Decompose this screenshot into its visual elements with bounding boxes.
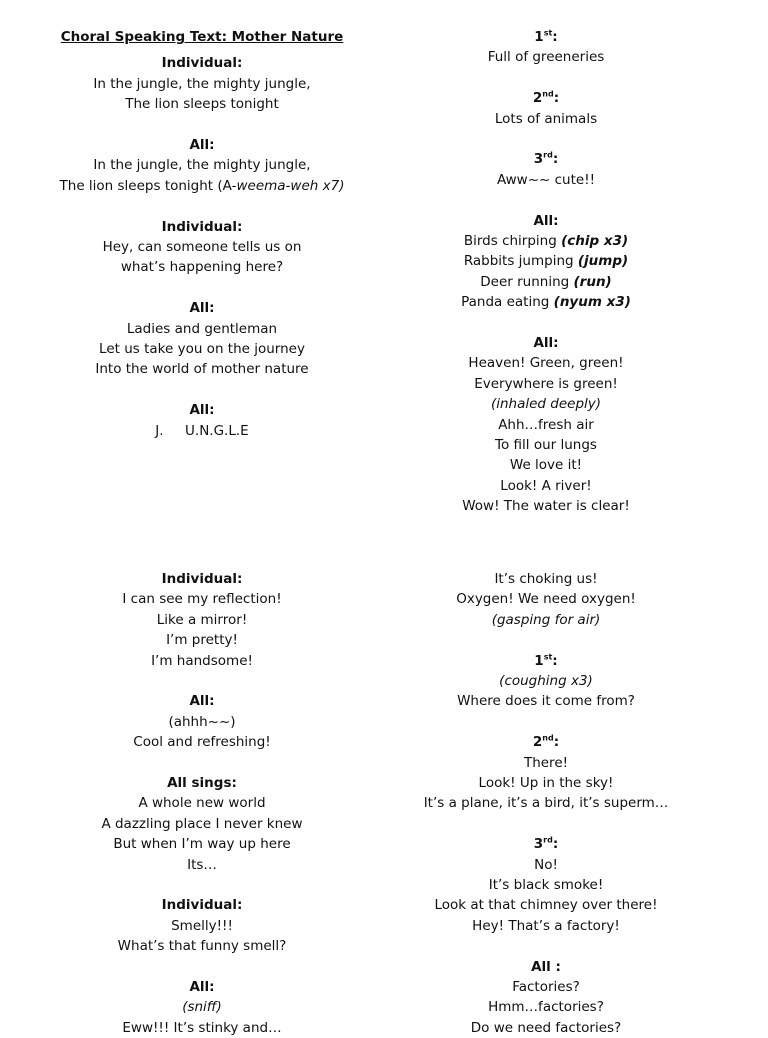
verse-text: Birds chirping — [463, 233, 562, 250]
verse-all-5 — [10, 977, 394, 1038]
verse-line: In the jungle, the mighty jungle, — [93, 75, 311, 92]
verse-first-2 — [354, 651, 738, 712]
verse-individual-2 — [10, 217, 394, 278]
stage-cue: (jump) — [577, 253, 629, 270]
verse-line: Factories? — [512, 979, 580, 996]
verse-line: Look! A river! — [500, 477, 592, 494]
verse-line: In the jungle, the mighty jungle, — [93, 157, 311, 174]
verse-all-4 — [10, 691, 394, 752]
verse-line: Into the world of mother nature — [95, 361, 309, 378]
speaker-colon: : — [552, 652, 558, 669]
speaker-label: All: — [189, 137, 215, 154]
column-right-top — [354, 27, 738, 517]
verse-all-sings — [10, 773, 394, 875]
stage-cue: (nyum x3) — [553, 294, 631, 311]
verse-line-mixed — [354, 292, 738, 312]
verse-line: The lion sleeps tonight — [125, 96, 279, 113]
verse-text: Panda eating — [461, 294, 554, 311]
speaker-number: 1 — [534, 29, 544, 45]
verse-line-mixed — [354, 272, 738, 292]
speaker-label — [354, 149, 738, 169]
verse-line: Heaven! Green, green! — [468, 355, 624, 372]
verse-all-2 — [10, 298, 394, 380]
ordinal-suffix: st — [543, 28, 553, 38]
verse-line: (ahhh~~) — [168, 713, 236, 730]
verse-line: I’m handsome! — [151, 652, 253, 669]
verse-second-2 — [354, 732, 738, 814]
verse-all-3 — [10, 400, 394, 441]
ordinal-suffix: rd — [543, 150, 553, 160]
stage-cue: (inhaled deeply) — [490, 396, 602, 413]
stage-cue: (sniff) — [182, 999, 222, 1016]
verse-line: Wow! The water is clear! — [462, 498, 630, 515]
verse-first — [354, 27, 738, 68]
verse-individual-1 — [10, 53, 394, 114]
verse-third — [354, 149, 738, 190]
verse-second — [354, 88, 738, 129]
verse-line: Look at that chimney over there! — [434, 897, 658, 914]
document-title: Choral Speaking Text: Mother Nature — [60, 29, 344, 45]
verse-line: It’s black smoke! — [488, 877, 604, 894]
column-right-bottom — [354, 569, 738, 1038]
speaker-label — [354, 651, 738, 671]
speaker-label: All: — [533, 335, 559, 352]
verse-line: But when I’m way up here — [113, 836, 291, 853]
stage-cue: (coughing x3) — [499, 673, 593, 690]
speaker-number: 2 — [532, 734, 543, 751]
verse-text: The lion sleeps tonight (A- — [59, 177, 237, 194]
verse-line: It’s choking us! — [494, 571, 598, 587]
verse-all-heaven — [354, 333, 738, 517]
speaker-label: All sings: — [167, 775, 237, 792]
verse-line: There! — [523, 754, 569, 771]
stage-cue: weema-weh x7) — [236, 177, 345, 194]
speaker-label: Individual: — [161, 897, 243, 914]
stage-cue: (chip x3) — [561, 233, 629, 250]
speaker-number: 3 — [533, 151, 544, 168]
verse-individual-4 — [10, 895, 394, 956]
ordinal-suffix: nd — [542, 733, 554, 743]
verse-line: Hey, can someone tells us on — [102, 239, 302, 256]
verse-line: J. U.N.G.L.E — [155, 422, 249, 439]
verse-line: Hey! That’s a factory! — [472, 917, 620, 934]
verse-line: Smelly!!! — [171, 917, 233, 934]
speaker-label: All: — [533, 212, 559, 229]
verse-line-cutoff: Do we need factories? — [470, 1019, 622, 1036]
ordinal-suffix: st — [543, 652, 553, 662]
verse-line: Its… — [187, 856, 217, 873]
verse-line-mixed — [354, 251, 738, 271]
speaker-label: All: — [189, 693, 215, 710]
verse-line: Everywhere is green! — [474, 375, 618, 392]
ordinal-suffix: nd — [542, 89, 554, 99]
verse-line-mixed — [10, 176, 394, 196]
verse-line: We love it! — [509, 457, 583, 474]
speaker-label — [354, 88, 738, 108]
speaker-label: Individual: — [161, 571, 243, 587]
column-left-top — [10, 27, 394, 441]
speaker-colon: : — [552, 836, 559, 853]
speaker-label — [354, 834, 738, 854]
verse-line: what’s happening here? — [120, 259, 284, 276]
verse-line: Cool and refreshing! — [133, 734, 271, 751]
verse-line: Like a mirror! — [156, 611, 248, 628]
verse-line: No! — [534, 856, 558, 873]
verse-line: Look! Up in the sky! — [478, 775, 614, 792]
verse-line: I can see my reflection! — [122, 591, 282, 608]
speaker-label: All: — [189, 402, 215, 419]
ordinal-suffix: rd — [543, 835, 553, 845]
verse-line: Aww~~ cute!! — [496, 171, 596, 188]
verse-line: Lots of animals — [494, 110, 598, 127]
verse-text: Deer running — [480, 273, 574, 290]
speaker-label: Individual: — [161, 218, 243, 235]
verse-all-animals — [354, 211, 738, 313]
verse-line: Ahh…fresh air — [498, 416, 594, 433]
speaker-number: 1 — [534, 652, 544, 669]
verse-line: It’s a plane, it’s a bird, it’s superm… — [423, 795, 669, 812]
verse-line: A dazzling place I never knew — [101, 815, 303, 832]
speaker-label: All : — [531, 958, 561, 975]
verse-all-1 — [10, 135, 394, 196]
column-left-bottom — [10, 569, 394, 1038]
speaker-number: 2 — [532, 90, 543, 107]
speaker-label — [354, 732, 738, 752]
speaker-label: All: — [189, 979, 215, 996]
stage-cue: (gasping for air) — [491, 611, 601, 628]
verse-line-cutoff: Eww!!! It’s stinky and… — [122, 1019, 282, 1036]
speaker-label: All: — [189, 300, 215, 317]
speaker-colon: : — [552, 151, 559, 168]
verse-choking — [354, 569, 738, 630]
speaker-number: 3 — [533, 836, 544, 853]
verse-line: Hmm…factories? — [488, 999, 604, 1016]
speaker-label: Individual: — [161, 55, 243, 72]
speaker-label — [354, 27, 738, 47]
verse-line: A whole new world — [138, 795, 266, 812]
verse-text: Rabbits jumping — [463, 253, 578, 270]
verse-third-2 — [354, 834, 738, 936]
verse-line-mixed — [354, 231, 738, 251]
verse-line: Where does it come from? — [457, 693, 635, 710]
speaker-colon: : — [553, 734, 560, 751]
verse-line: What’s that funny smell? — [117, 938, 287, 955]
speaker-colon: : — [552, 29, 558, 45]
stage-cue: (run) — [573, 273, 612, 290]
verse-line: Full of greeneries — [487, 49, 605, 66]
verse-line: To fill our lungs — [495, 437, 597, 454]
verse-line: I’m pretty! — [166, 632, 238, 649]
speaker-colon: : — [553, 90, 560, 107]
verse-individual-3 — [10, 569, 394, 671]
verse-line: Oxygen! We need oxygen! — [456, 591, 636, 608]
verse-line: Ladies and gentleman — [126, 320, 278, 337]
verse-all-factories — [354, 957, 738, 1038]
verse-line: Let us take you on the journey — [99, 341, 305, 358]
